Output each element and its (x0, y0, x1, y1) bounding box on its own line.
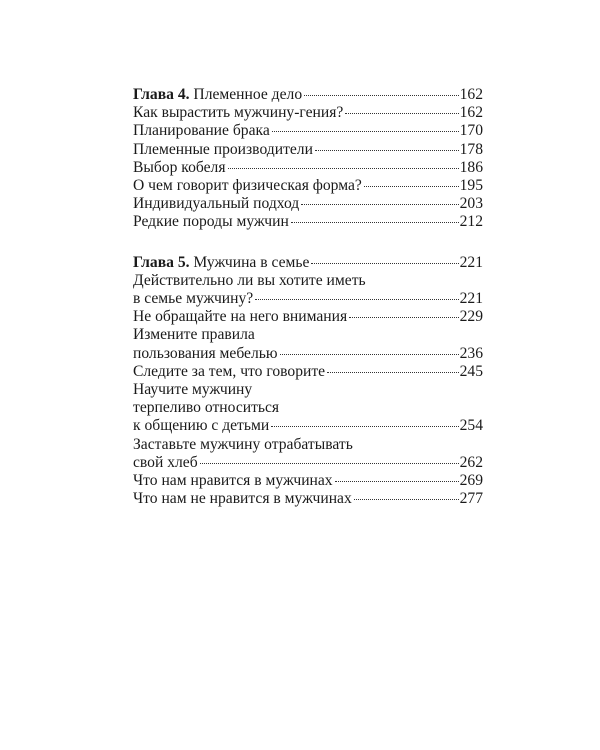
dot-leader (345, 113, 458, 114)
toc-entry-line: Научите мужчину (133, 381, 253, 399)
page-number: 186 (459, 158, 483, 176)
toc-entry-line: Действительно ли вы хотите иметь (133, 271, 366, 289)
toc-entry-title: Что нам не нравится в мужчинах (133, 490, 352, 508)
toc-entry (133, 141, 483, 159)
page-number: 254 (459, 417, 483, 435)
toc-entry (133, 308, 483, 326)
toc-entry-title: Как вырастить мужчину-гения? (133, 104, 344, 122)
dot-leader (364, 186, 459, 187)
dot-leader (349, 317, 458, 318)
toc-entry-line: терпеливо относиться (133, 399, 280, 417)
toc-entry (133, 490, 483, 508)
toc-entry-title: Индивидуальный подход (133, 195, 300, 213)
page-number: 269 (459, 472, 483, 490)
page-number: 236 (459, 344, 483, 362)
dot-leader (291, 222, 459, 223)
dot-leader (335, 481, 459, 482)
dot-leader (200, 463, 459, 464)
page-number: 229 (459, 308, 483, 326)
toc-entry-title: Что нам нравится в мужчинах (133, 472, 333, 490)
dot-leader (271, 426, 458, 427)
page-number: 178 (459, 140, 483, 158)
toc-entry-line: Измените правила (133, 326, 255, 344)
toc-entry (133, 454, 483, 472)
dot-leader (304, 95, 458, 96)
page-number: 170 (459, 122, 483, 140)
chapter-4-heading (133, 86, 483, 104)
toc-entry (133, 159, 483, 177)
toc-entry-title: в семье мужчину? (133, 290, 254, 308)
table-of-contents (133, 86, 483, 508)
dot-leader (354, 499, 459, 500)
chapter-4-label: Глава 4. (133, 86, 190, 103)
toc-entry (133, 195, 483, 213)
toc-entry-title: О чем говорит физическая форма? (133, 177, 362, 195)
page-number: 162 (459, 86, 483, 103)
page-number: 262 (459, 453, 483, 471)
toc-entry (133, 177, 483, 195)
page-number: 221 (459, 253, 483, 271)
toc-entry-title: Планирование брака (133, 122, 270, 140)
toc-entry-title: Редкие породы мужчин (133, 213, 289, 231)
dot-leader (280, 354, 459, 355)
toc-entry-title: Выбор кобеля (133, 158, 226, 176)
dot-leader (301, 204, 458, 205)
page-number: 245 (459, 362, 483, 380)
chapter-5-heading (133, 254, 483, 272)
dot-leader (272, 131, 459, 132)
toc-entry (133, 472, 483, 490)
toc-entry (133, 417, 483, 435)
toc-entry (133, 363, 483, 381)
toc-entry-title: пользования мебелью (133, 344, 278, 362)
toc-entry (133, 122, 483, 140)
toc-entry (133, 104, 483, 122)
toc-entry-title: Не обращайте на него внимания (133, 308, 348, 326)
page-number: 195 (459, 177, 483, 195)
dot-leader (327, 372, 459, 373)
chapter-5-label: Глава 5. (133, 253, 190, 271)
toc-entry (133, 290, 483, 308)
toc-entry-title: свой хлеб (133, 453, 198, 471)
dot-leader (315, 150, 459, 151)
chapter-4-title: Племенное дело (189, 86, 303, 103)
toc-entry-title: к общению с детьми (133, 417, 270, 435)
chapter-5-title: Мужчина в семье (189, 253, 310, 271)
chapter-5-section (133, 254, 483, 509)
toc-entry-title: Следите за тем, что говорите (133, 362, 326, 380)
toc-entry (133, 213, 483, 231)
page-number: 203 (459, 195, 483, 213)
chapter-4-section (133, 86, 483, 232)
toc-entry-line: Заставьте мужчину отрабатывать (133, 435, 353, 453)
dot-leader (228, 168, 459, 169)
page-number: 221 (459, 290, 483, 308)
page-number: 162 (459, 104, 483, 122)
dot-leader (311, 263, 458, 264)
toc-entry-title: Племенные производители (133, 140, 313, 158)
dot-leader (255, 299, 458, 300)
toc-entry (133, 345, 483, 363)
page-number: 212 (459, 213, 483, 231)
page-number: 277 (459, 490, 483, 508)
